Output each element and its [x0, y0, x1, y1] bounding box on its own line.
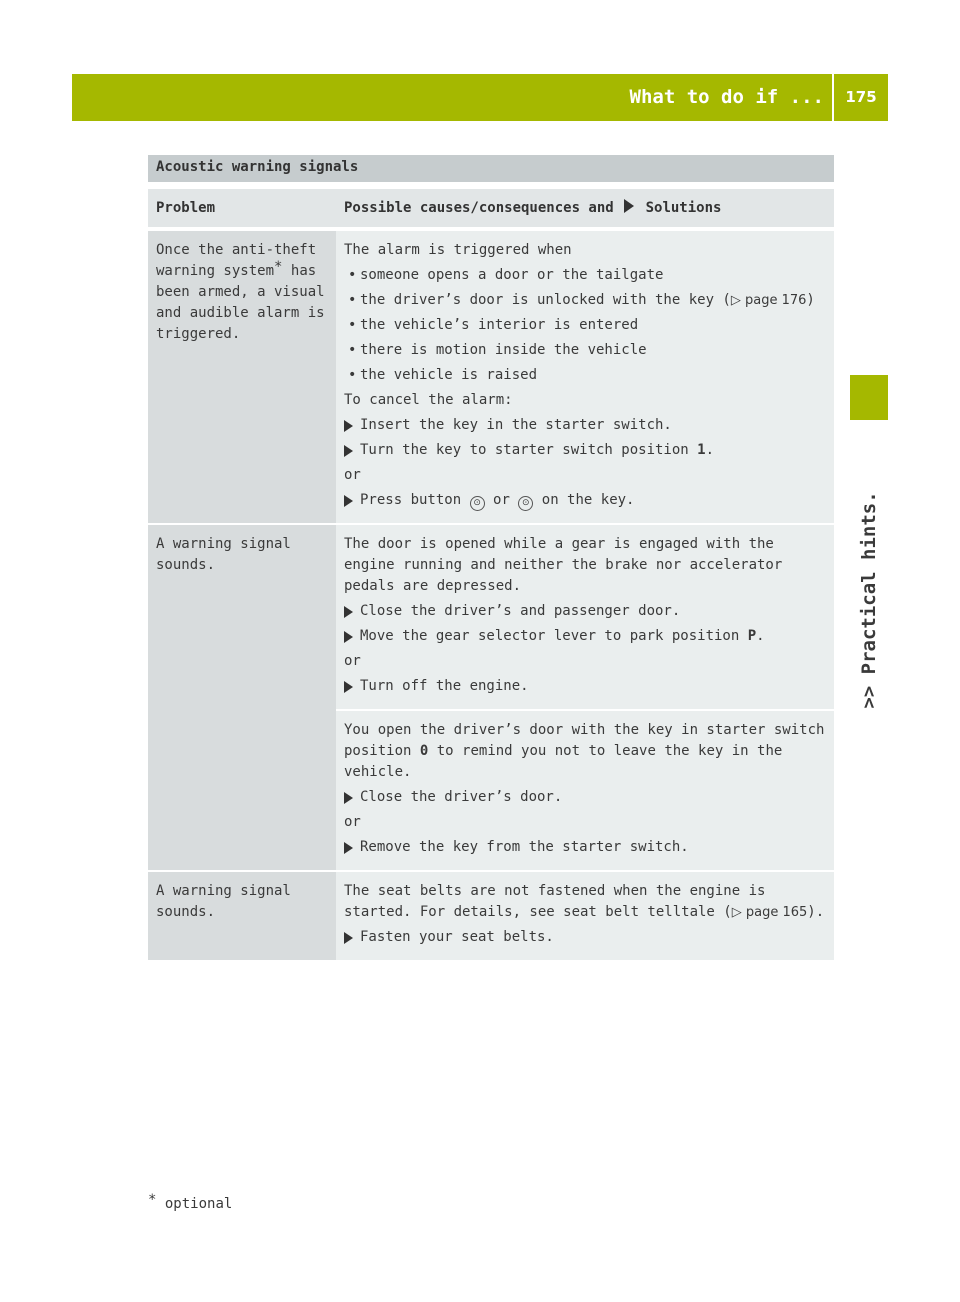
side-chapter-label: >> Practical hints. [858, 491, 880, 709]
cancel-heading: To cancel the alarm: [344, 392, 513, 408]
page-number: 175 [845, 88, 877, 106]
warning-table [148, 189, 834, 960]
arrow-right-icon [344, 932, 353, 944]
footnote: * optional [148, 1192, 233, 1212]
list-item: • the driver’s door is unlocked with the key (▷ page 176) [344, 290, 826, 311]
action-step: Move the gear selector lever to park position P. [344, 626, 826, 647]
action-step: Fasten your seat belts. [344, 927, 826, 948]
problem-cell: Once the anti-theft warning system* has been armed, a visual and audible alarm is triggered. [148, 229, 336, 523]
action-step: Close the driver’s and passenger door. [344, 601, 826, 622]
switch-position: 0 [419, 743, 429, 759]
switch-position: 1 [697, 442, 706, 458]
action-step: Turn the key to starter switch position 1. [344, 440, 826, 461]
column-header-solutions: Possible causes/consequences and Solutions [336, 189, 834, 229]
solution-cell [336, 709, 834, 870]
unlock-button-icon: ⊙ [518, 496, 533, 511]
cause-text: You open the driver’s door with the key in starter switch position 0 to remind you not to leave the key in the vehicle. [344, 722, 825, 780]
asterisk-icon: * [274, 259, 283, 275]
page-reference-link[interactable]: ▷ page 176 [730, 293, 807, 308]
asterisk-icon: * [148, 1192, 157, 1208]
action-step: Remove the key from the starter switch. [344, 837, 826, 858]
section-title: Acoustic warning signals [148, 155, 834, 182]
arrow-right-icon [344, 792, 353, 804]
action-step: Turn off the engine. [344, 676, 826, 697]
cause-text: The door is opened while a gear is engaged with the engine running and neither the brake nor accelerator pedals are depressed. [344, 536, 783, 594]
gear-position: P [747, 628, 757, 644]
arrow-right-icon [344, 631, 353, 643]
arrow-right-icon [344, 445, 353, 457]
arrow-right-icon [624, 199, 634, 213]
solution-cell [336, 870, 834, 960]
solution-cell [336, 229, 834, 523]
action-step: Press button ⊙ or ⊙ on the key. [344, 490, 826, 511]
solution-cell [336, 523, 834, 709]
list-item: • the vehicle’s interior is entered [344, 315, 826, 336]
table-row [148, 870, 834, 960]
page-reference-link[interactable]: ▷ page 165 [731, 905, 808, 920]
arrow-right-icon [344, 842, 353, 854]
arrow-right-icon [344, 606, 353, 618]
arrow-right-icon [344, 420, 353, 432]
cause-text: The alarm is triggered when [344, 242, 572, 258]
arrow-right-icon [344, 495, 353, 507]
column-header-problem: Problem [148, 189, 336, 229]
list-item: • there is motion inside the vehicle [344, 340, 826, 361]
table-row [148, 229, 834, 523]
problem-cell: A warning signal sounds. [148, 523, 336, 870]
table-row [148, 523, 834, 709]
or-text: or [344, 653, 361, 669]
lock-button-icon: ⊙ [470, 496, 485, 511]
page-title: What to do if ... [629, 86, 824, 108]
side-marker [850, 375, 888, 420]
action-step: Close the driver’s door. [344, 787, 826, 808]
list-item: • the vehicle is raised [344, 365, 826, 386]
action-step: Insert the key in the starter switch. [344, 415, 826, 436]
table-header-row [148, 189, 834, 229]
problem-cell: A warning signal sounds. [148, 870, 336, 960]
list-item: • someone opens a door or the tailgate [344, 265, 826, 286]
cause-text: The seat belts are not fastened when the engine is started. For details, see seat belt telltale (▷ page 165). [344, 883, 825, 920]
or-text: or [344, 467, 361, 483]
or-text: or [344, 814, 361, 830]
arrow-right-icon [344, 681, 353, 693]
